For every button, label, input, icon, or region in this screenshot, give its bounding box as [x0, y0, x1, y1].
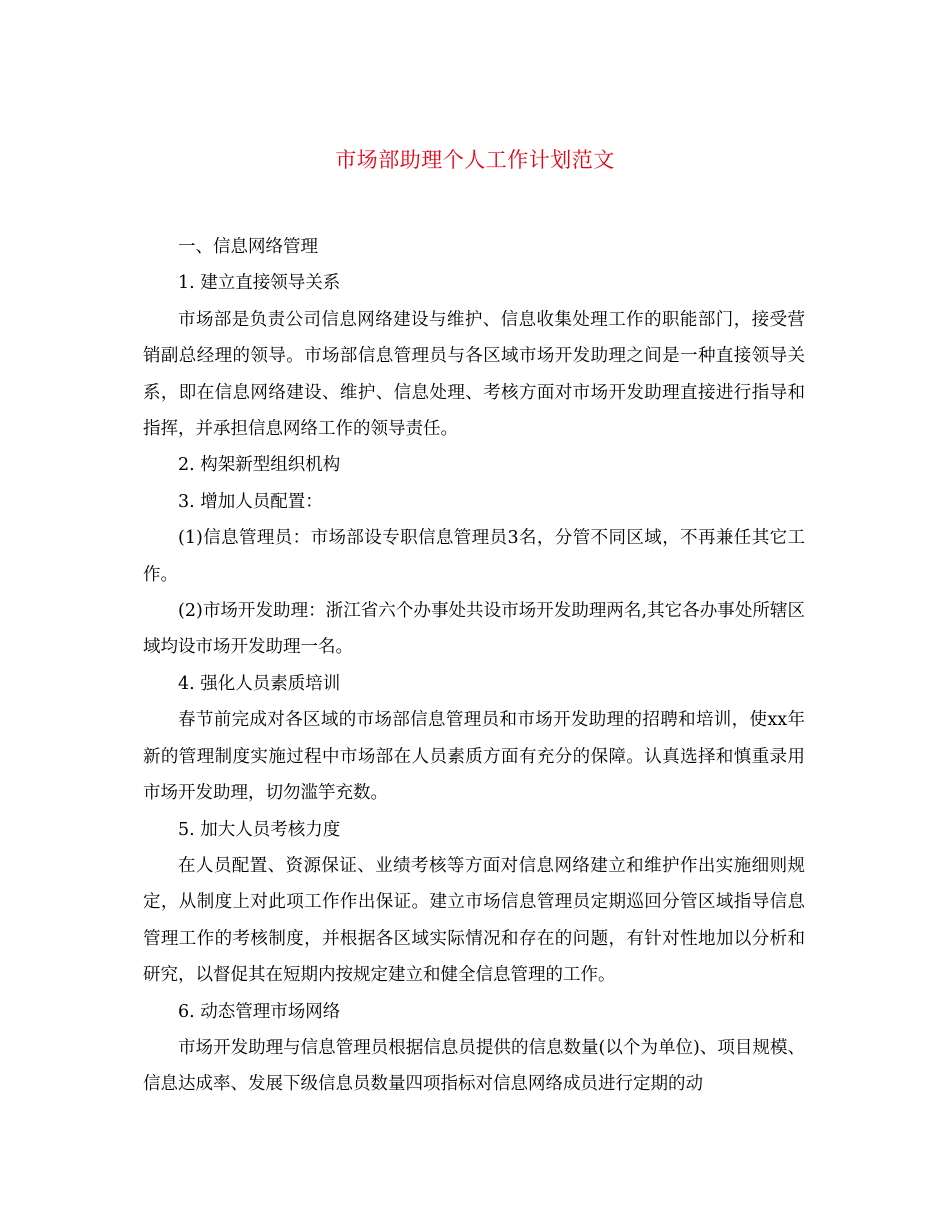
paragraph-market-development-assistant: (2)市场开发助理：浙江省六个办事处共设市场开发助理两名,其它各办事处所辖区域均设市场开发助理一名。: [143, 601, 805, 658]
subheading-staff-training: 4. 强化人员素质培训: [178, 673, 341, 694]
subheading-dynamic-network-management: 6. 动态管理市场网络: [178, 1001, 341, 1022]
paragraph-network-evaluation: 市场开发助理与信息管理员根据信息员提供的信息数量(以个为单位)、项目规模、信息达成率、发展下级信息员数量四项指标对信息网络成员进行定期的动: [143, 1037, 805, 1095]
paragraph-market-department-role: 市场部是负责公司信息网络建设与维护、信息收集处理工作的职能部门，接受营销副总经理的领导。市场部信息管理员与各区域市场开发助理之间是一种直接领导关系，即在信息网络建设、维护、信息处理、考核方面对市场开发助理直接进行指导和指挥，并承担信息网络工作的领导责任。: [143, 309, 805, 440]
document-body: [143, 229, 805, 1103]
paragraph-training-plan: 春节前完成对各区域的市场部信息管理员和市场开发助理的招聘和培训，使xx年新的管理制度实施过程中市场部在人员素质方面有充分的保障。认真选择和慎重录用市场开发助理，切勿滥竽充数。: [143, 710, 805, 804]
subheading-direct-leadership: 1. 建立直接领导关系: [178, 273, 341, 294]
heading-information-network: 一、信息网络管理: [178, 237, 318, 257]
paragraph-assessment-system: 在人员配置、资源保证、业绩考核等方面对信息网络建立和维护作出实施细则规定，从制度上对此项工作作出保证。建立市场信息管理员定期巡回分管区域指导信息管理工作的考核制度，并根据各区域实际情况和存在的问题，有针对性地加以分析和研究，以督促其在短期内按规定建立和健全信息管理的工作。: [143, 855, 805, 986]
subheading-staff-assessment: 5. 加大人员考核力度: [178, 819, 341, 840]
paragraph-information-administrator: (1)信息管理员：市场部设专职信息管理员3名，分管不同区域，不再兼任其它工作。: [143, 528, 805, 585]
subheading-organization-structure: 2. 构架新型组织机构: [178, 455, 341, 476]
subheading-staff-allocation: 3. 增加人员配置：: [178, 491, 323, 512]
document-title: 市场部助理个人工作计划范文: [335, 148, 615, 172]
